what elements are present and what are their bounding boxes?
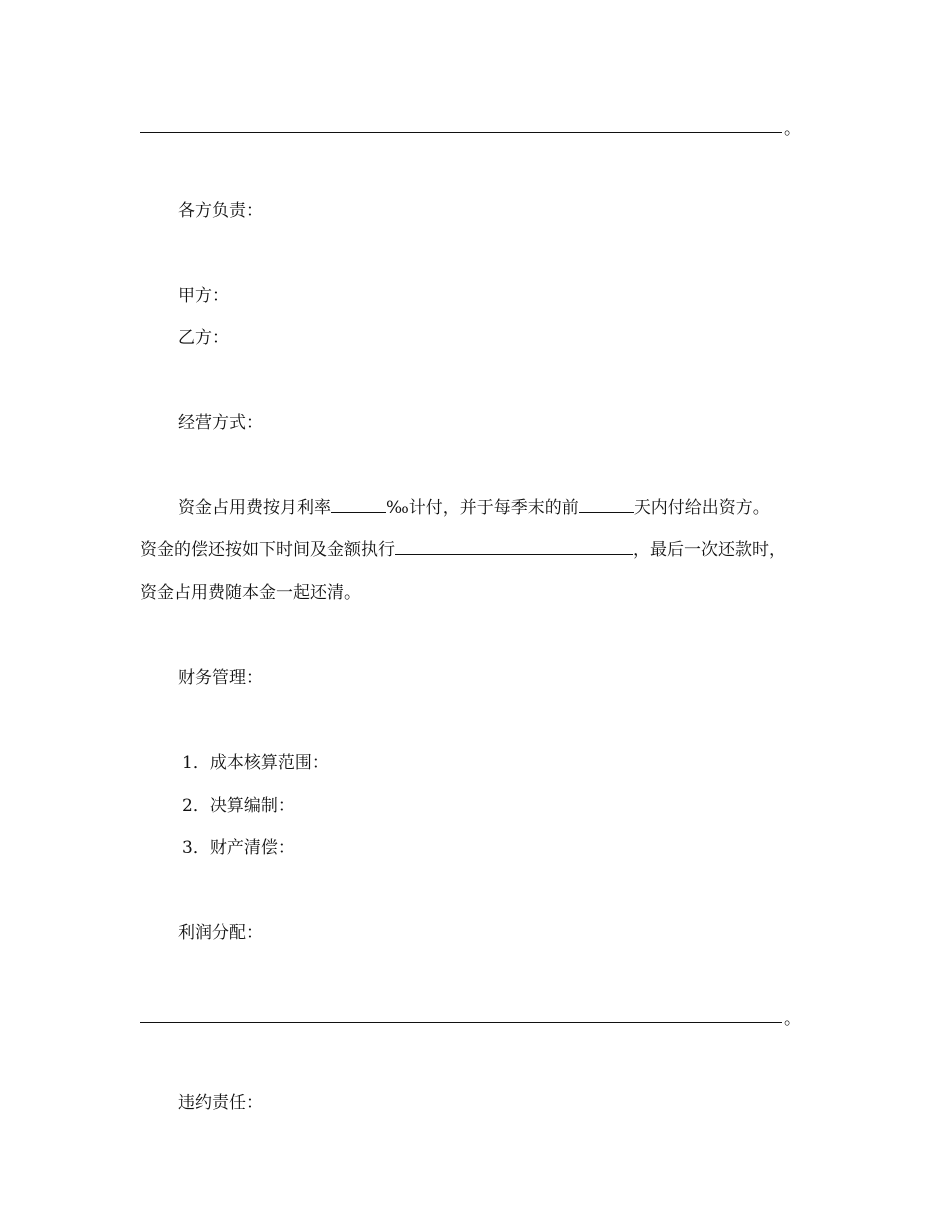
profit-line-period: 。 (784, 1009, 801, 1029)
days-blank[interactable] (579, 497, 634, 513)
capital-line-2-text-a: 资金的偿还按如下时间及金额执行 (140, 540, 395, 560)
rate-blank[interactable] (331, 497, 386, 513)
capital-line-1-text-c: 天内付给出资方。 (633, 498, 770, 518)
capital-line-1-text-b: ‰计付，并于每季末的前 (386, 498, 579, 518)
finance-item-3: 3．财产清偿： (182, 838, 295, 858)
party-a-label: 甲方： (178, 286, 229, 306)
profit-blank-line (140, 1022, 782, 1023)
finance-item-1: 1．成本核算范围： (182, 753, 329, 773)
top-line-period: 。 (784, 119, 801, 139)
parties-heading: 各方负责： (178, 201, 263, 221)
capital-line-2 (140, 539, 786, 561)
finance-item-2: 2．决算编制： (182, 796, 295, 816)
profit-heading: 利润分配： (178, 923, 263, 943)
operation-heading: 经营方式： (178, 413, 263, 433)
repayment-blank[interactable] (395, 539, 633, 555)
party-b-label: 乙方： (178, 328, 229, 348)
capital-line-1 (178, 497, 770, 519)
capital-line-1-text-a: 资金占用费按月利率 (178, 498, 331, 518)
capital-line-3: 资金占用费随本金一起还清。 (140, 583, 361, 603)
liability-heading: 违约责任： (178, 1093, 263, 1113)
capital-line-2-text-b: ，最后一次还款时， (633, 540, 786, 560)
top-blank-line (140, 132, 782, 133)
finance-heading: 财务管理： (178, 668, 263, 688)
